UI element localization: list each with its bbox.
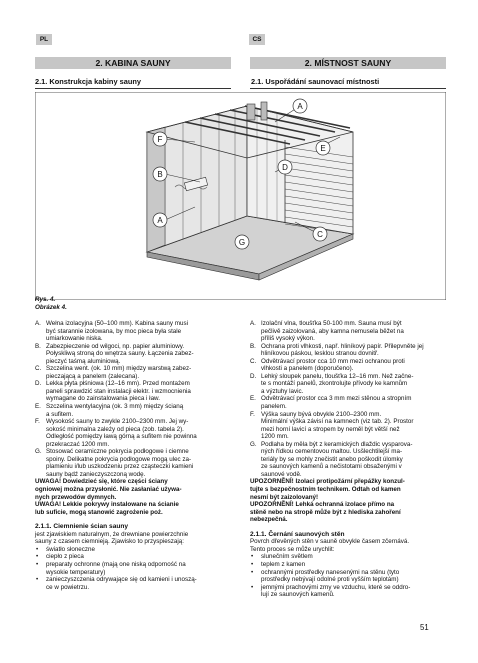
item-label: G.: [35, 448, 42, 456]
warning-line: UPOZORNĚNÍ! Izolaci protipožární přepážky konzul-: [250, 478, 405, 486]
bullet-item: [250, 553, 446, 561]
list-item: [35, 418, 231, 448]
item-text: Podlaha by měla být z keramických dlaždic vysparova-: [261, 440, 413, 448]
subheading-rule-pl: [35, 88, 231, 89]
bullet-text: • preparaty ochronne (mają one niską odporność na: [46, 560, 186, 568]
lang-tag-cs: CS: [249, 34, 265, 45]
column-cs: [250, 320, 446, 599]
section-heading: 2.1.1. Ciemnienie ścian sauny: [35, 523, 129, 531]
svg-text:A: A: [157, 216, 163, 225]
list-item: [250, 358, 446, 373]
list-item: [35, 380, 231, 403]
item-text: Lehký sloupek panelu, tloušťka 12–16 mm. Než začne-: [261, 372, 414, 380]
list-item: [35, 343, 231, 366]
lang-tag-pl: PL: [36, 34, 52, 45]
item-label: A.: [35, 320, 41, 327]
bullet-text: • teplem z kamen: [261, 560, 306, 568]
item-text: Ochrana proti vlhkosti, např. hliníkový papír. Přilepvněte jej: [261, 342, 424, 350]
warning-line: nych przewodów dymnych.: [35, 493, 117, 501]
item-text: pieczyć taśmą aluminiową.: [46, 357, 121, 365]
bullet-list: [250, 553, 446, 598]
warning-line: UPOZORNĚNÍ! Lehká ochranná izolace přímo na: [250, 501, 395, 509]
section-intro: jest zjawiskiem naturalnym, że drewniane powierzchnie: [35, 530, 189, 538]
figure-caption: [35, 296, 67, 312]
list-item: [250, 411, 446, 441]
list-item: [250, 343, 446, 358]
item-text: przekraczać 1200 mm.: [46, 440, 110, 448]
item-text: spoiny. Delikatne pokrycia podłogowe mogą ulec za-: [46, 455, 192, 463]
item-text: Wełna izolacyjna (50–100 mm). Kabina sauny musi: [46, 320, 188, 327]
bullet-text: • jemnými prachovými zrny ve vzduchu, které se oddro-: [261, 583, 411, 591]
section-title-pl: 2. KABINA SAUNY: [35, 57, 231, 69]
svg-text:B: B: [157, 170, 163, 179]
item-text: a sufitem.: [46, 410, 74, 418]
item-text: Połyskliwą stroną do wnętrza sauny. Łączenia zabez-: [46, 350, 194, 358]
item-label: B.: [250, 342, 256, 350]
item-text: plamieniu i/lub uszkodzeniu przez cząsteczki kamieni: [46, 463, 194, 471]
item-text: teriály by se mohly znečistit anebo poškodit úlomky: [261, 455, 403, 463]
item-label: A.: [250, 320, 256, 327]
item-text: panelem.: [261, 403, 287, 411]
item-text: a výztuhy lavic.: [261, 387, 304, 395]
subheading-pl: 2.1. Konstrukcja kabiny sauny: [35, 77, 141, 86]
item-label: C.: [35, 365, 42, 373]
subheading-rule-cs: [250, 88, 446, 89]
item-text: pieczającą a panelem (zalecana).: [46, 372, 140, 380]
item-text: sauny bądź zanieczyszczoną wodę.: [46, 470, 146, 478]
section-title-cs: 2. MÍSTNOST SAUNY: [250, 57, 446, 69]
warning-line: UWAGA! Lekkie pokrywy instalowane na ścianie: [35, 501, 179, 509]
bullet-item: [35, 576, 231, 591]
item-text: Odvětrávací prostor cca 10 mm mezi ochranou proti: [261, 357, 405, 365]
item-text: saunové vodě.: [261, 470, 302, 478]
item-text: Odległość pomiędzy ławą górną a sufitem nie powinna: [46, 433, 197, 441]
bullet-text: • ochrannými prostředky nanesenými na stěnu (tyto: [261, 568, 400, 576]
bullet-text: lují ze saunových kamenů.: [261, 591, 335, 599]
spacer: [250, 524, 446, 531]
item-text: mezi horní lavicí a stropem by neměl být větší než: [261, 425, 400, 433]
sauna-construction-diagram: [35, 92, 446, 300]
spacer: [35, 516, 231, 523]
bullet-text: • slunečním světlem: [261, 553, 313, 561]
item-text: sokość minimalna zależy od pieca (zob. tabela 2).: [46, 425, 184, 433]
list-item: [35, 403, 231, 418]
item-text: Lekka płyta płśniowa (12–16 mm). Przed montażem: [46, 380, 190, 388]
item-text: wymagane do zainstalowania pieca i ław.: [46, 395, 160, 403]
bullet-text: • zanieczyszczenia odrywające się od kamieni i unoszą-: [46, 576, 197, 584]
item-text: vlhkosti a panelem (doporučeno).: [261, 365, 354, 373]
bullet-text: • światło słoneczne: [46, 545, 95, 553]
list-item: [250, 441, 446, 479]
svg-text:G: G: [238, 238, 246, 247]
list-item: [35, 320, 231, 343]
warning-line: tujte s bezpečnostním technikem. Odtah od kamen: [250, 486, 401, 494]
svg-text:D: D: [282, 163, 288, 172]
page-number: 51: [420, 623, 429, 632]
bullet-item: [250, 569, 446, 584]
bullet-text: • ciepło z pieca: [46, 553, 84, 561]
bullet-item: [35, 561, 231, 576]
item-text: 1200 mm.: [261, 433, 289, 441]
item-label: F.: [250, 410, 255, 418]
item-label: D.: [35, 380, 42, 388]
bullet-text: wysokie temperatury): [46, 568, 106, 576]
item-text: paneli sprawdzić stan instalacji elektr. i wzmocnienia: [46, 387, 191, 395]
item-text: umiarkowanie niska.: [46, 335, 103, 343]
item-text: hliníkovou páskou, lesklou stranou dovnitř.: [261, 350, 379, 358]
item-text: pečlivě zaizolovaná, aby kamna nemusela běžet na: [261, 327, 404, 335]
bullet-item: [35, 553, 231, 561]
warning-line: stěně nebo na stropě může být z hlediska zahoření: [250, 508, 401, 516]
item-label: B.: [35, 342, 41, 350]
bullet-item: [250, 584, 446, 599]
bullet-item: [35, 546, 231, 554]
item-label: F.: [35, 418, 40, 426]
item-text: Zabezpieczenie od wilgoci, np. papier aluminiowy.: [46, 342, 185, 350]
item-text: te s montáží panelů, zkontrolujte přívody ke kamnům: [261, 380, 408, 388]
bullet-item: [250, 561, 446, 569]
item-label: G.: [250, 440, 257, 448]
warning-line: lub suficie, mogą stanowić zagrożenie poż.: [35, 508, 163, 516]
svg-text:A: A: [297, 102, 303, 111]
item-text: Stosować ceramiczne pokrycia podłogowe i ciemne: [46, 448, 189, 456]
bullet-list: [35, 546, 231, 591]
subheading-cs: 2.1. Uspořádání saunovací místnosti: [251, 77, 380, 86]
section-heading: 2.1.1. Černání saunových stěn: [250, 530, 345, 538]
warning-block: [250, 478, 446, 523]
column-pl: [35, 320, 231, 591]
item-text: Wysokość sauny to zwykle 2100–2300 mm. Jej wy-: [46, 418, 189, 426]
item-text: być starannie izolowana, by moc pieca była stale: [46, 327, 182, 335]
section-intro: sauny z czasem ciemnieją. Zjawisko to przyspieszają:: [35, 538, 185, 546]
item-text: ných řídkou cementovou maltou. Usšlechtilejší ma-: [261, 448, 403, 456]
svg-text:E: E: [320, 144, 326, 153]
list-item: [35, 448, 231, 478]
bullet-text: prostředky nebývají odolné proti vyšším teplotám): [261, 576, 399, 584]
bullet-text: ce w powietrzu.: [46, 583, 90, 591]
svg-text:F: F: [157, 135, 163, 144]
svg-text:C: C: [317, 230, 323, 239]
list-item: [250, 320, 446, 343]
item-text: Szczelina wentylacyjna (ok. 3 mm) między ścianą: [46, 403, 184, 411]
caption-line-cs: Obrázek 4.: [35, 304, 67, 311]
list-item: [35, 365, 231, 380]
item-label: D.: [250, 372, 257, 380]
item-text: ze saunových kamenů a nečistotami obsaženými v: [261, 463, 402, 471]
caption-line-pl: Rys. 4.: [35, 296, 56, 303]
warning-line: ogniowej można przysłonić. Nie zasłaniać używa-: [35, 486, 182, 494]
item-text: příliš vysoký výkon.: [261, 335, 315, 343]
item-text: Odvětrávací prostor cca 3 mm mezi stěnou a stropním: [261, 395, 412, 403]
section-intro: Tento proces se může urychlit:: [250, 545, 335, 553]
item-label: E.: [250, 395, 256, 403]
warning-block: [35, 478, 231, 516]
item-label: E.: [35, 403, 41, 411]
list-item: [250, 395, 446, 410]
item-text: Výška sauny bývá obvykle 2100–2300 mm.: [261, 410, 382, 418]
item-label: C.: [250, 357, 257, 365]
warning-line: UWAGA! Dowiedzieć się, które części ściany: [35, 478, 168, 486]
item-text: Izolační vlna, tloušťka 50-100 mm. Sauna musí být: [261, 320, 402, 327]
list-item: [250, 373, 446, 396]
section-intro: Povrch dřevěných stěn v sauně obvykle časem zčernává.: [250, 538, 410, 546]
item-text: Minimální výška závisí na kamnech (viz tab. 2). Prostor: [261, 418, 414, 426]
warning-line: nebezpečná.: [250, 516, 288, 524]
item-text: Szczelina went. (ok. 10 mm) między warstwą zabez-: [46, 365, 192, 373]
warning-line: nesmí být zaizolovaný!: [250, 493, 319, 501]
